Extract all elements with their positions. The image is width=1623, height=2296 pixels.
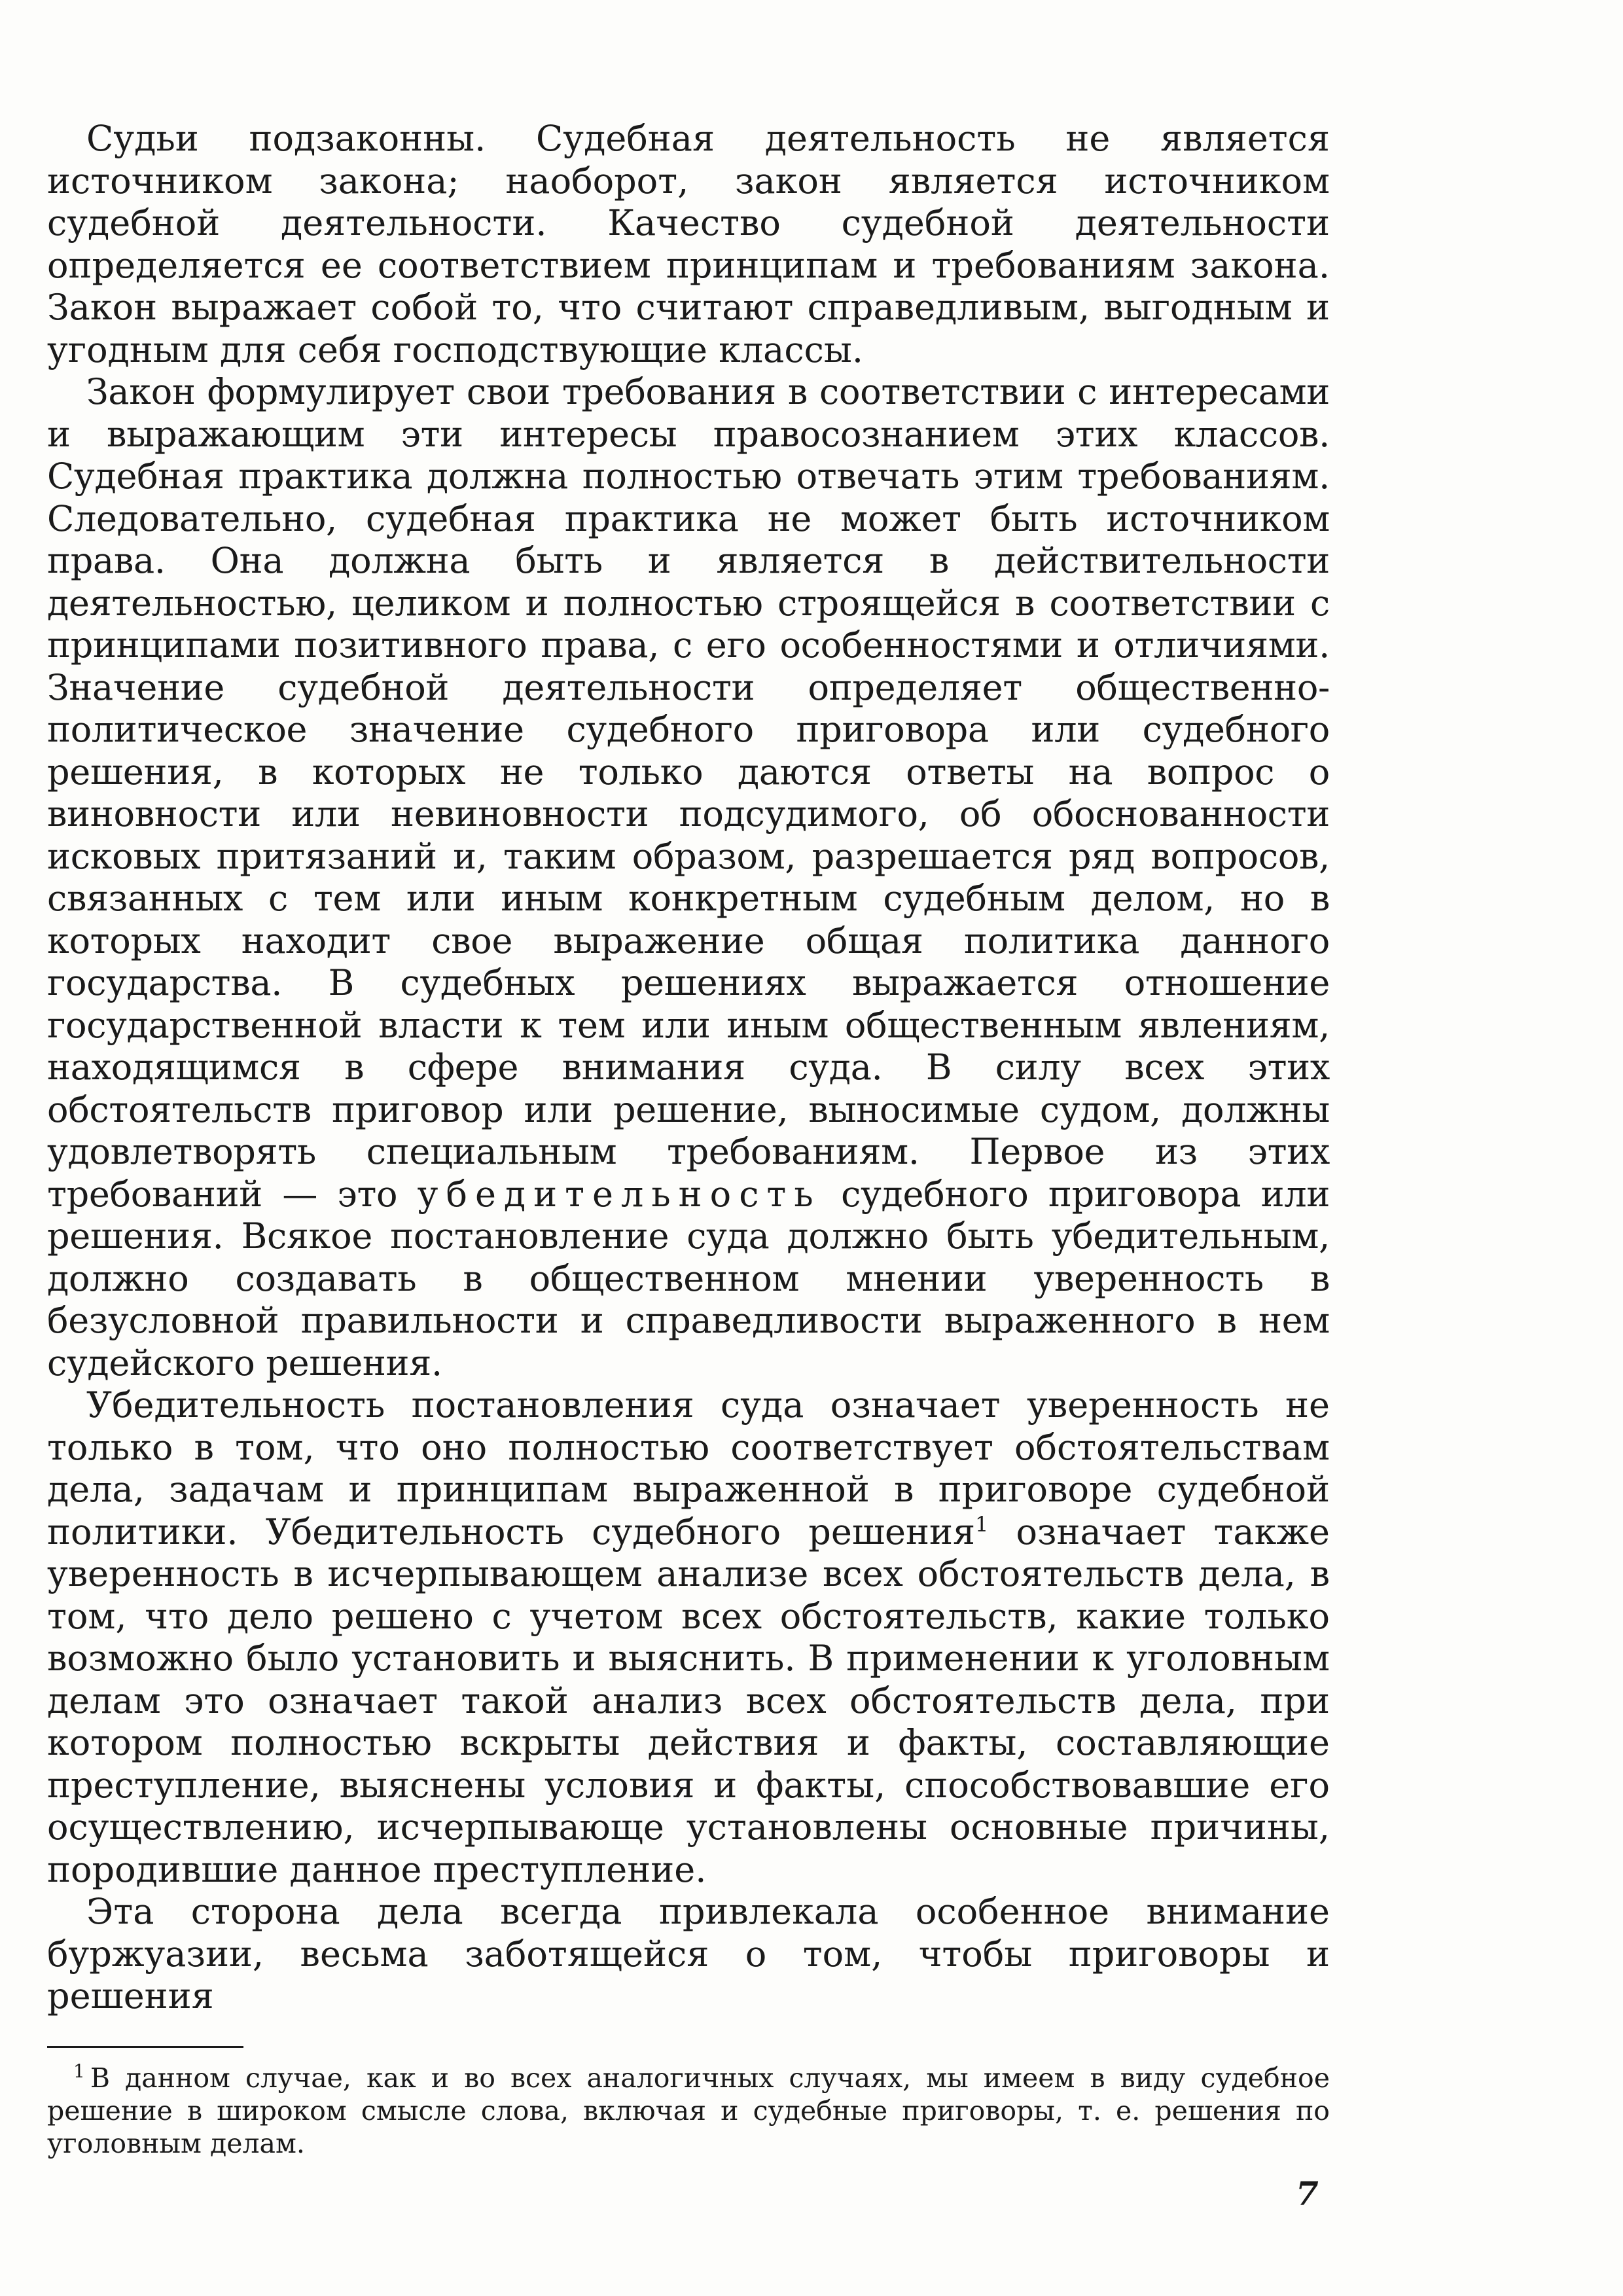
paragraph-4-text: Эта сторона дела всегда привлекала особенное внимание буржуазии, весьма заботящейся о том, чтобы приговоры и решения bbox=[47, 1891, 1330, 2017]
paragraph-2-text: Закон формулирует свои требования в соответствии с интересами и выражающим эти интересы правосознанием этих классов. Судебная практика должна полностью отвечать этим требованиям. Следовательно, судебная практика не может быть источником права. Она должна быть и является в действительности деятельностью, целиком и полностью строящейся в соответствии с принципами позитивного права, с его особенностями и отличиями. Значение судебной деятельности определяет общественно-политическое значение судебного приговора или судебного решения, в которых не только даются ответы на вопрос о виновности или невиновности подсудимого, об обоснованности исковых притязаний и, таким образом, разрешается ряд вопросов, связанных с тем или иным конкретным судебным делом, но в которых находит свое выражение общая политика данного государства. В судебных решениях выражается отношение государственной власти к тем или иным общественным явлениям, находящимся в сфере внимания суда. В силу всех этих обстоятельств приговор или решение, выносимые судом, должны удовлетворять специальным требованиям. Первое из этих требований — это bbox=[47, 371, 1330, 1215]
paragraph-1 bbox=[47, 118, 1330, 371]
footnote-marker[interactable]: 1 bbox=[975, 1511, 989, 1537]
paragraph-2 bbox=[47, 371, 1330, 1384]
footnote-number: 1 bbox=[73, 2060, 85, 2083]
paragraph-3-text: Убедительность постановления суда означает уверенность не только в том, что оно полностью соответствует обстоятельствам дела, задачам и принципам выраженной в приговоре судебной политики. Убедительность судебного решения bbox=[47, 1384, 1330, 1552]
paragraph-2-tail: судебного приговора или решения. Всякое постановление суда должно быть убедительным, должно создавать в общественном мнении уверенность в безусловной правильности и справедливости выраженного в нем судейского решения. bbox=[47, 1173, 1330, 1384]
emphasized-term: убедительность bbox=[417, 1173, 821, 1215]
paragraph-1-text: Судьи подзаконны. Судебная деятельность не является источником закона; наоборот, закон является источником судебной деятельности. Качество судебной деятельности определяется ее соответствием принципам и требованиям закона. Закон выражает собой то, что считают справедливым, выгодным и угодным для себя господствующие классы. bbox=[47, 118, 1330, 370]
paragraph-3-tail: означает также уверенность в исчерпывающем анализе всех обстоятельств дела, в том, что дело решено с учетом всех обстоятельств, какие только возможно было установить и выяснить. В применении к уголовным делам это означает такой анализ всех обстоятельств дела, при котором полностью вскрыты действия и факты, составляющие преступление, выяснены условия и факты, способствовавшие его осуществлению, исчерпывающе установлены основные причины, породившие данное преступление. bbox=[47, 1511, 1330, 1890]
footnote bbox=[47, 2062, 1330, 2160]
footnote-text: В данном случае, как и во всех аналогичных случаях, мы имеем в виду судебное решение в широком смысле слова, включая и судебные приговоры, т. е. решения по уголовным делам. bbox=[47, 2062, 1330, 2159]
footnote-divider bbox=[47, 2046, 243, 2048]
main-text bbox=[47, 118, 1330, 2018]
paragraph-4 bbox=[47, 1891, 1330, 2018]
paragraph-3 bbox=[47, 1384, 1330, 1891]
page-number: 7 bbox=[1296, 2174, 1319, 2213]
